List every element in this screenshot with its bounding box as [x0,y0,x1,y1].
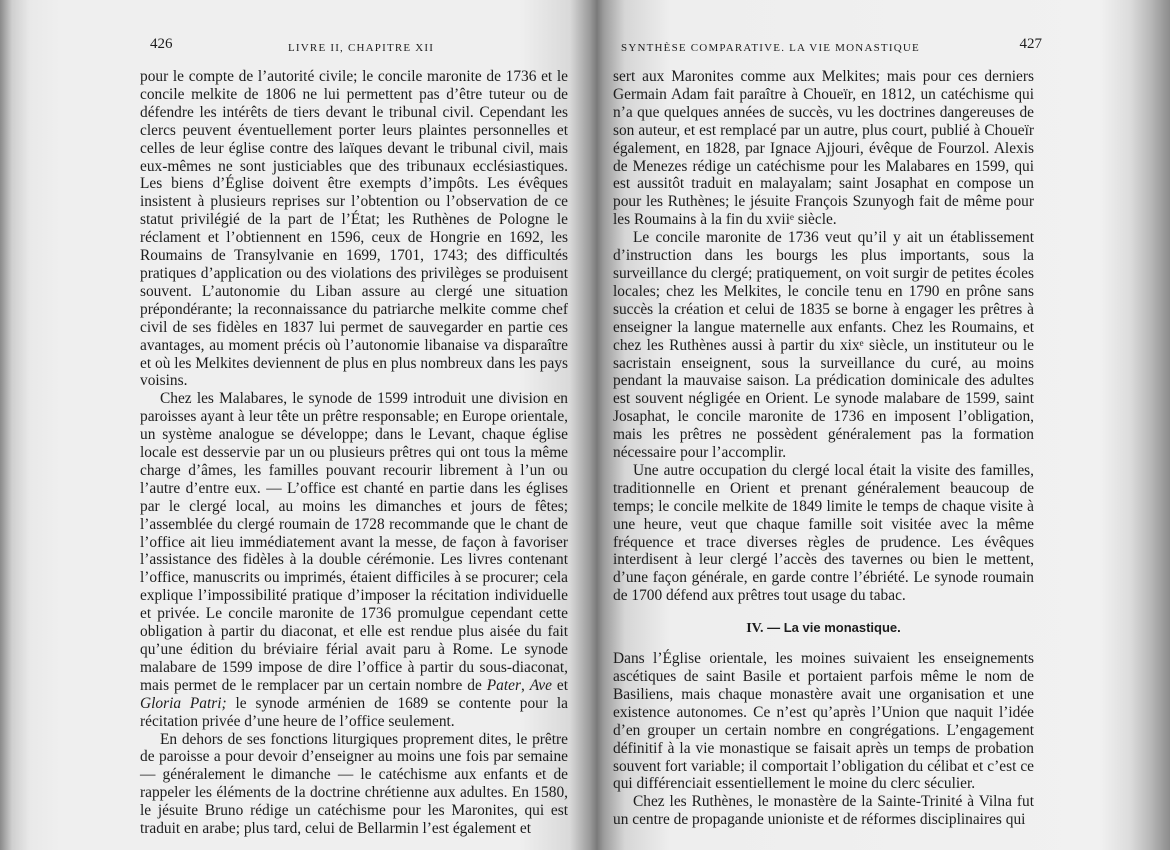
right-page-number: 427 [1019,36,1042,52]
latin-gloria-patri: Gloria Patri; [140,694,227,712]
left-paragraph-3: En dehors de ses fonctions liturgiques proprement dites, le prêtre de paroisse a pour devoir d’enseigner au moins une fois par semaine — généralement le dimanche — le catéchisme aux enfants et de rappeler les éléments de la doctrine chrétienne aux adultes. En 1580, le jésuite Bruno rédige un catéchisme pour les Maronites, qui est traduit en arabe; plus tard, celui de Bellarmin l’est également et [140,730,568,838]
separator-et: et [551,676,568,694]
separator-comma: , [520,676,530,694]
right-paragraph-4: Dans l’Église orientale, les moines suivaient les enseignements ascétiques de saint Basile et portaient parfois même le nom de Basiliens, mais chaque monastère avait une organisation et une existence autonomes. Ce n’est qu’après l’Union que naquit l’idée d’en grouper un certain nombre en congrégations. L’engagement définitif à la vie monastique se faisait après un temps de probation souvent fort variable; il comportait l’obligation du célibat et c’est ce qui différenciait essentiellement le moine du clerc séculier. [613,650,1034,793]
right-paragraph-2: Le concile maronite de 1736 veut qu’il y ait un établissement d’instruction dans les bourgs les plus importants, sous la surveillance du clergé; pratiquement, on voit surgir de petites écoles locales; chez les Melkites, le concile tenu en 1790 en prône sans succès la création et celui de 1835 se borne à engager les prêtres à enseigner la langue maternelle aux enfants. Chez les Roumains, et chez les Ruthènes aussi à partir du xixᵉ siècle, un instituteur ou le sacristain enseignent, sous la surveillance du curé, au moins pendant la mauvaise saison. La prédication dominicale des adultes est souvent négligée en Orient. Le synode malabare de 1599, saint Josaphat, le concile maronite de 1736 en imposent l’obligation, mais les prêtres ne possèdent généralement pas la formation nécessaire pour l’accomplir. [613,229,1034,462]
right-paragraph-1: sert aux Maronites comme aux Melkites; mais pour ces derniers Germain Adam fait paraître à Choueïr, en 1812, un catéchisme qui n’a que quelques années de succès, vu les doctrines dangereuses de son auteur, et est remplacé par un autre, plus court, publié à Choueïr également, en 1828, par Ignace Ajjouri, évêque de Fourzol. Alexis de Menezes rédige un catéchisme pour les Malabares en 1599, qui est aussitôt traduit en malayalam; saint Josaphat en compose un pour les Ruthènes; le jésuite François Szunyogh fait de même pour les Roumains à la fin du xviiᵉ siècle. [613,68,1034,229]
left-running-head [140,36,568,62]
latin-pater: Pater [486,676,521,694]
right-paragraph-5: Chez les Ruthènes, le monastère de la Sainte-Trinité à Vilna fut un centre de propagande unioniste et de réformes disciplinaires qui [613,793,1034,829]
left-page [140,36,568,838]
left-page-body [140,68,568,838]
left-paragraph-2 [140,390,568,730]
latin-ave: Ave [529,676,552,694]
right-running-head [613,36,1042,62]
right-running-title: SYNTHÈSE COMPARATIVE. LA VIE MONASTIQUE [621,42,920,54]
section-number: IV. [746,621,764,637]
right-page [613,36,1042,829]
left-page-number: 426 [150,36,173,52]
left-paragraph-1: pour le compte de l’autorité civile; le concile maronite de 1736 et le concile melkite de 1806 ne lui permettent pas d’être tuteur ou de défendre les intérêts de tiers devant le tribunal civil. Cependant les clercs peuvent éventuellement porter leurs plaintes personnelles et celles de leur église contre des laïques devant le tribunal civil, mais eux-mêmes ne sont justiciables que des tribunaux ecclésiastiques. Les biens d’Église doivent être exempts d’impôts. Les évêques insistent à plusieurs reprises sur l’obtention ou l’observation de ce statut privilégié de la part de l’État; les Ruthènes de Pologne le réclament et l’obtiennent en 1596, ceux de Hongrie en 1692, les Roumains de Transylvanie en 1699, 1701, 1743; des difficultés pratiques d’application ou des violations des privilèges se produisent souvent. L’autonomie du Liban assure au clergé une situation prépondérante; la reconnaissance du patriarche melkite comme chef civil de ses fidèles en 1837 lui permet de sauvegarder en partie ces avantages, au moment précis où l’autonomie libanaise va disparaître et où les Melkites deviennent de plus en plus nombreux dans les pays voisins. [140,68,568,390]
section-heading [613,619,1034,638]
right-paragraph-3: Une autre occupation du clergé local était la visite des familles, traditionnelle en Orient et prenant généralement beaucoup de temps; le concile melkite de 1849 limite le temps de chaque visite à une heure, veut que chaque famille soit visitée avec la même fréquence et trace diverses règles de prudence. Les évêques interdisent à leur clergé l’accès des tavernes ou bien le mettent, d’une façon générale, en garde contre l’ébriété. Le synode roumain de 1700 défend aux prêtres tout usage du tabac. [613,461,1034,605]
left-running-title: LIVRE II, CHAPITRE XII [288,42,435,54]
left-paragraph-2-text: Chez les Malabares, le synode de 1599 introduit une division en paroisses ayant à leur tête un prêtre responsable; en Europe orientale, un système analogue se développe; dans le Levant, chaque église locale est desservie par un ou plusieurs prêtres qui ont tous la même charge d’âmes, les familles pouvant recourir librement à l’un ou l’autre d’entre eux. — L’office est chanté en partie dans les églises par le clergé local, au moins les dimanches et jours de fêtes; l’assemblée du clergé roumain de 1728 recommande que le chant de l’office ait lieu immédiatement avant la messe, de façon à favoriser l’assistance des fidèles à la double cérémonie. Les livres contenant l’office, manuscrits ou imprimés, étaient difficiles à se procurer; cela explique l’impossibilité pratique d’imposer la récitation individuelle et privée. Le concile maronite de 1736 promulgue cependant cette obligation à partir du diaconat, et elle est rendue plus aisée du fait qu’une édition du bréviaire férial avait paru à Rome. Le synode malabare de 1599 impose de dire l’office à partir du sous-diaconat, mais permet de le remplacer par un certain nombre de [140,390,568,694]
left-paragraph-2-end: le synode arménien de 1689 se contente pour la récitation privée d’une heure de l’office seulement. [140,694,568,730]
right-page-body [613,68,1034,829]
section-title: — La vie monastique. [763,620,901,636]
